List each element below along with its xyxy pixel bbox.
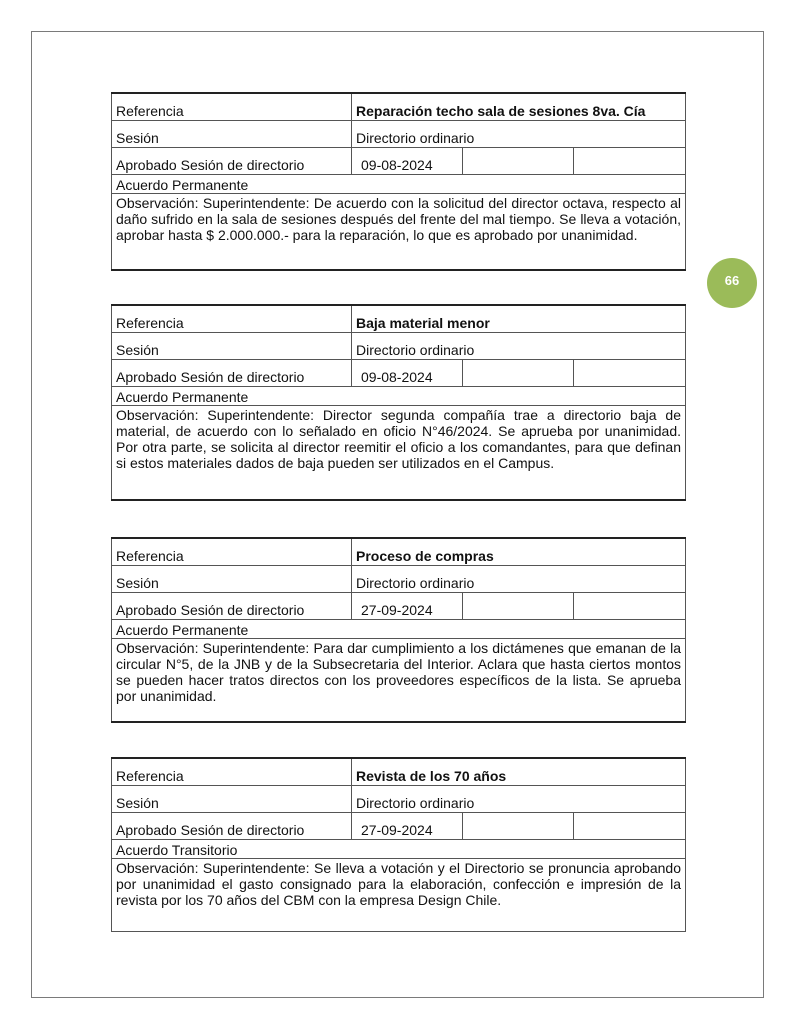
record-table [111, 92, 686, 271]
observacion-text: Observación: Superintendente: Se lleva a votación y el Directorio se pronuncia aprobando por unanimidad el gasto consignado para la elaboración, confección e impresión de la revista por los 70 años del CBM con la empresa Design Chile. [112, 858, 686, 931]
aprobado-label: Aprobado Sesión de directorio [112, 812, 352, 839]
referencia-label: Referencia [112, 305, 352, 332]
acuerdo-type: Acuerdo Permanente [112, 174, 686, 193]
referencia-label: Referencia [112, 538, 352, 565]
aprobado-label: Aprobado Sesión de directorio [112, 359, 352, 386]
empty-cell [574, 592, 686, 619]
sesion-value: Directorio ordinario [352, 785, 686, 812]
sesion-label: Sesión [112, 785, 352, 812]
sesion-label: Sesión [112, 332, 352, 359]
empty-cell [463, 147, 574, 174]
record-table [111, 757, 686, 932]
sesion-value: Directorio ordinario [352, 120, 686, 147]
aprobado-label: Aprobado Sesión de directorio [112, 592, 352, 619]
acuerdo-type: Acuerdo Permanente [112, 619, 686, 638]
record-table [111, 537, 686, 723]
sesion-value: Directorio ordinario [352, 565, 686, 592]
empty-cell [463, 592, 574, 619]
empty-cell [463, 812, 574, 839]
empty-cell [574, 147, 686, 174]
empty-cell [463, 359, 574, 386]
referencia-label: Referencia [112, 758, 352, 785]
record-title: Revista de los 70 años [352, 758, 686, 785]
empty-cell [574, 359, 686, 386]
sesion-label: Sesión [112, 120, 352, 147]
aprobado-date: 09-08-2024 [352, 359, 463, 386]
sesion-label: Sesión [112, 565, 352, 592]
aprobado-date: 27-09-2024 [352, 812, 463, 839]
empty-cell [574, 812, 686, 839]
observacion-text: Observación: Superintendente: Director segunda compañía trae a directorio baja de material, de acuerdo con lo señalado en oficio N°46/2024. Se aprueba por unanimidad. Por otra parte, se solicita al director reemitir el oficio a los comandantes, para que definan si estos materiales dados de baja pueden ser utilizados en el Campus. [112, 405, 686, 500]
acuerdo-type: Acuerdo Permanente [112, 386, 686, 405]
referencia-label: Referencia [112, 93, 352, 120]
sesion-value: Directorio ordinario [352, 332, 686, 359]
aprobado-date: 27-09-2024 [352, 592, 463, 619]
observacion-text: Observación: Superintendente: De acuerdo con la solicitud del director octava, respecto al daño sufrido en la sala de sesiones después del frente del mal tiempo. Se lleva a votación, aprobar hasta $ 2.000.000.- para la reparación, lo que es aprobado por unanimidad. [112, 193, 686, 270]
acuerdo-type: Acuerdo Transitorio [112, 839, 686, 858]
record-title: Baja material menor [352, 305, 686, 332]
record-title: Proceso de compras [352, 538, 686, 565]
aprobado-date: 09-08-2024 [352, 147, 463, 174]
page-number-badge: 66 [707, 258, 757, 308]
record-table [111, 304, 686, 501]
observacion-text: Observación: Superintendente: Para dar cumplimiento a los dictámenes que emanan de la circular N°5, de la JNB y de la Subsecretaria del Interior. Aclara que hasta ciertos montos se pueden hacer tratos directos con los proveedores específicos de la lista. Se aprueba por unanimidad. [112, 638, 686, 722]
record-title: Reparación techo sala de sesiones 8va. Cía [352, 93, 686, 120]
aprobado-label: Aprobado Sesión de directorio [112, 147, 352, 174]
